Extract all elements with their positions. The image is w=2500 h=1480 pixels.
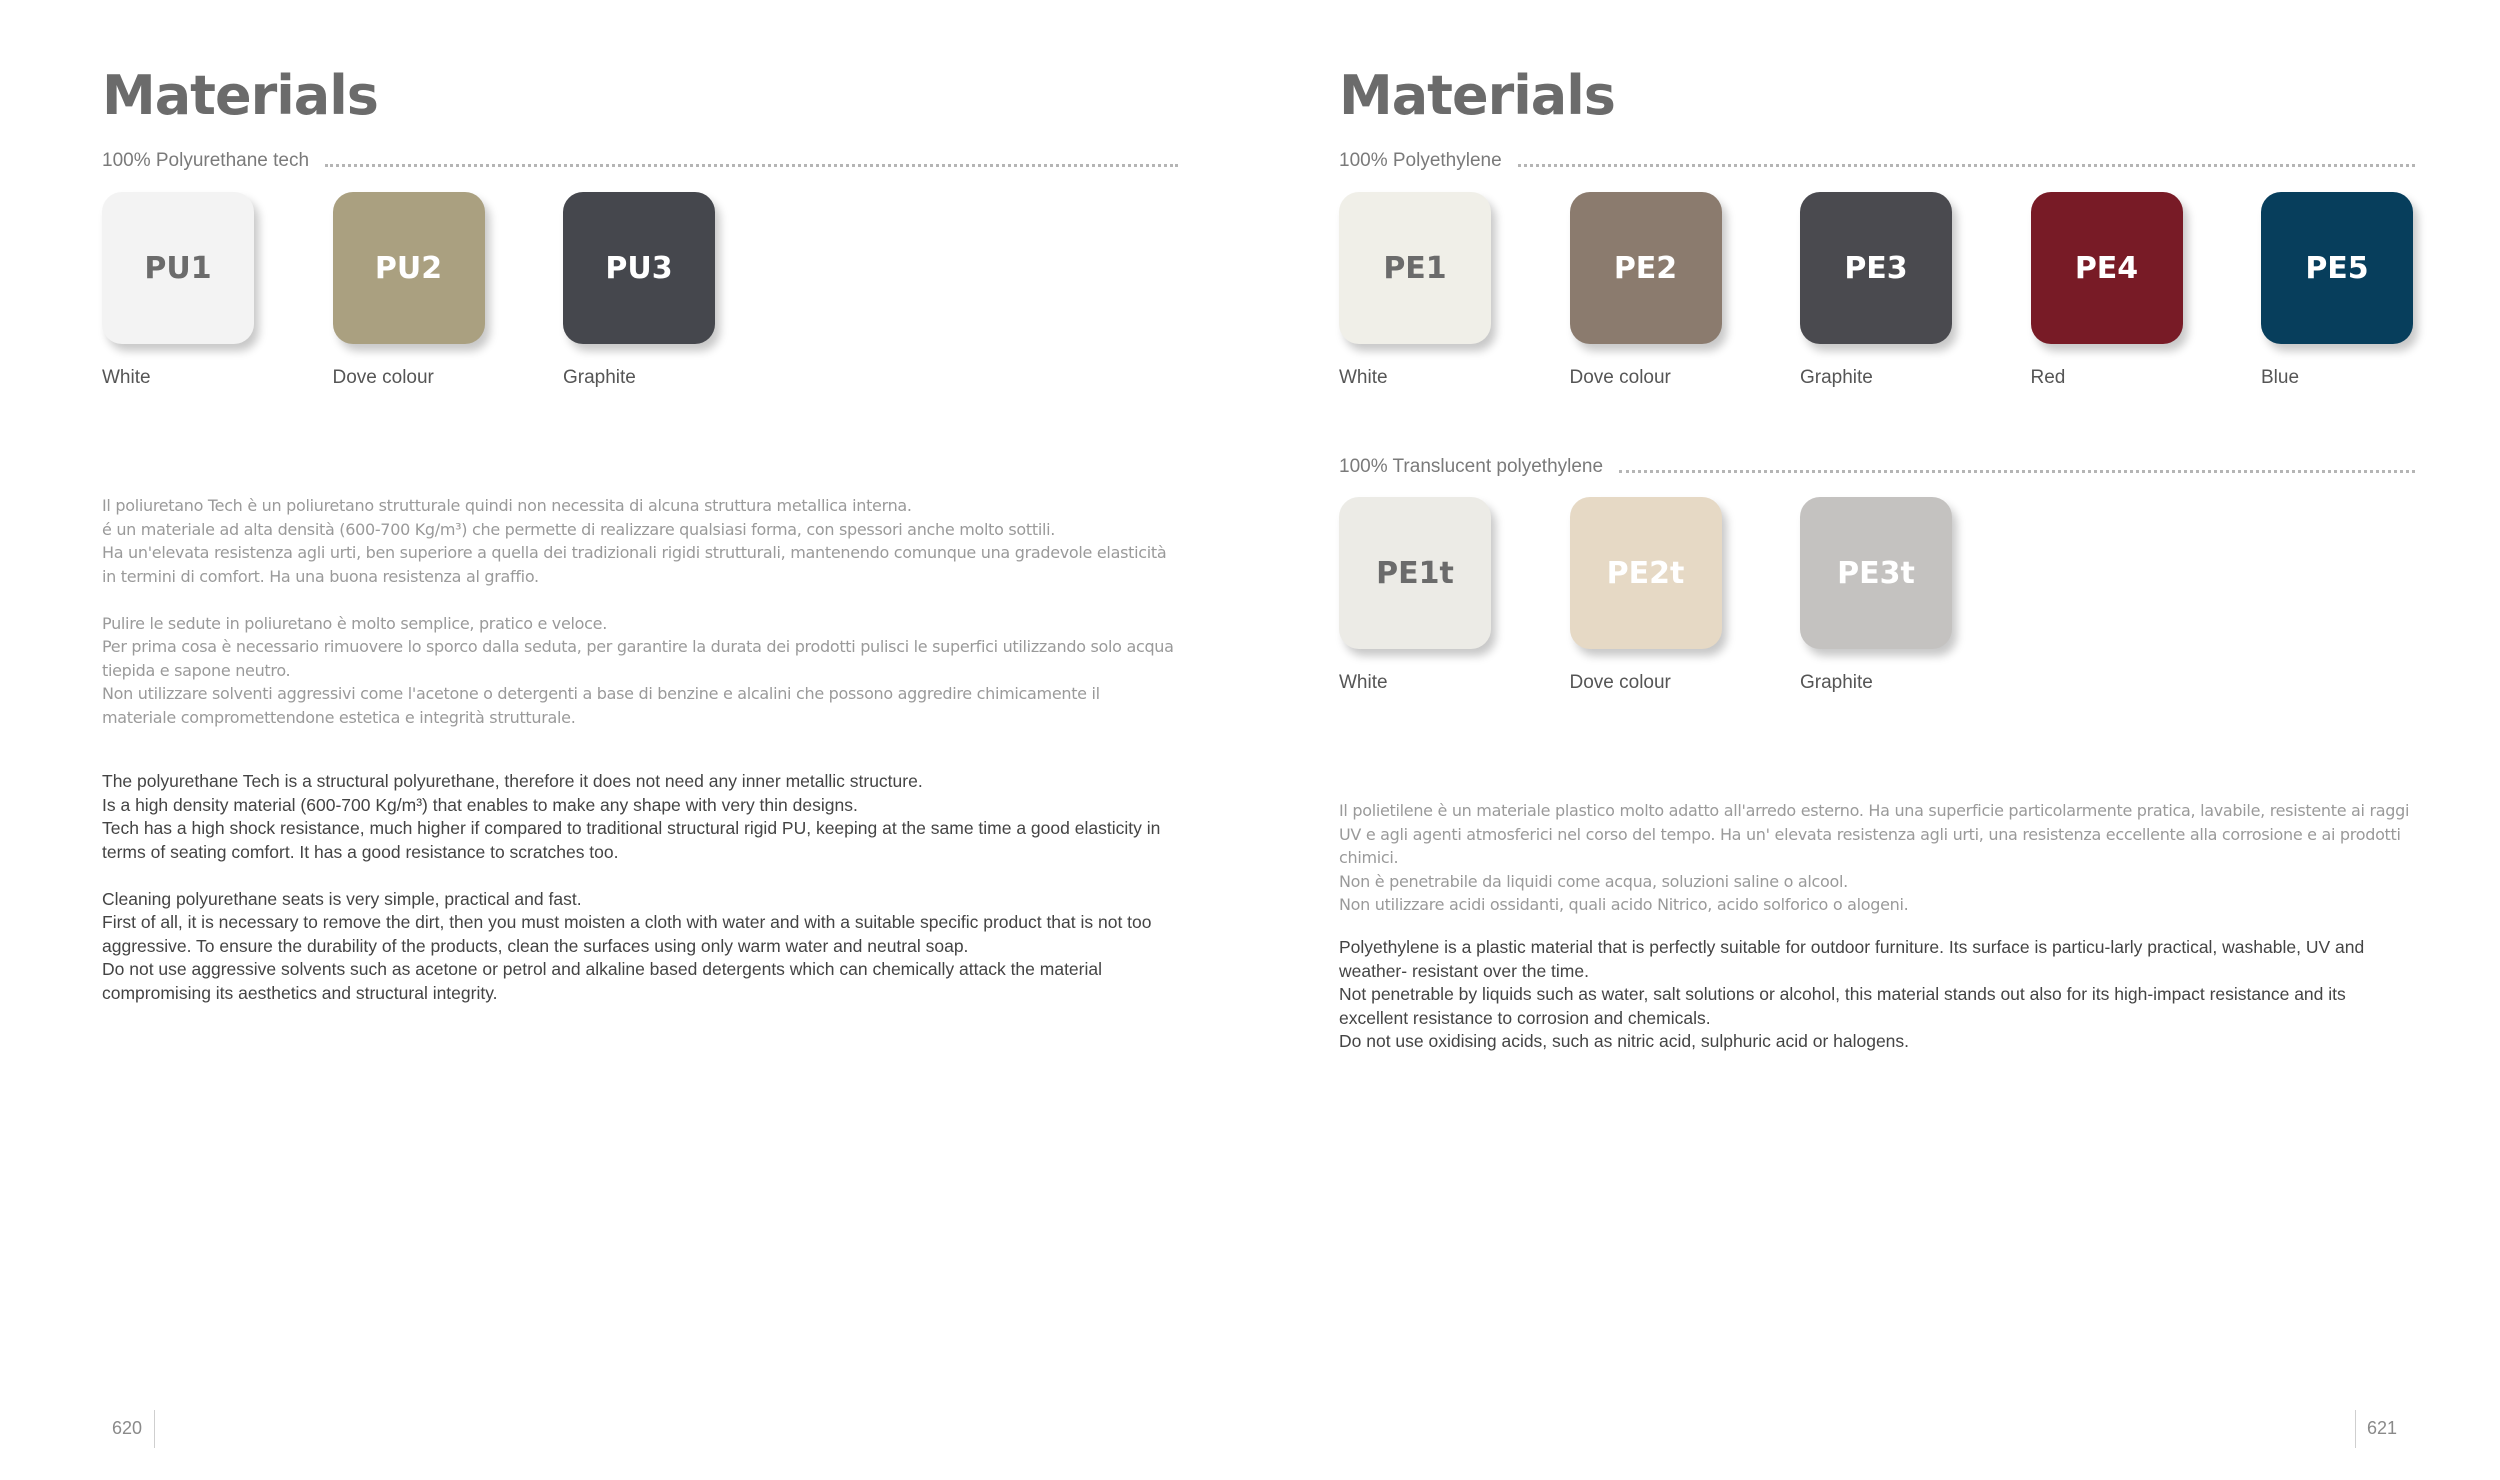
section-label: 100% Polyurethane tech xyxy=(102,150,310,171)
paragraph-line: é un materiale ad alta densità (600-700 Kg/m³) che permette di realizzare qualsiasi forma, con spessori anche molto sottili. xyxy=(102,519,1056,539)
swatch-pe2t xyxy=(1569,497,1730,693)
paragraph-line: Tech has a high shock resistance, much higher if compared to traditional structural rigid PU, keeping at the same time a good elasticity in terms of seating comfort. It has a good resistance to scratches too. xyxy=(102,818,1161,862)
page-number: 621 xyxy=(2367,1418,2398,1438)
section-header-translucent xyxy=(1339,454,2415,480)
dotted-divider xyxy=(325,164,1178,167)
paragraph-line: Per prima cosa è necessario rimuovere lo sporco dalla seduta, per garantire la durata dei prodotti pulisci le superfici utilizzando solo acqua tiepida e sapone neutro. xyxy=(102,637,1174,680)
swatch-name: Dove colour xyxy=(332,367,434,388)
swatch-code: PU2 xyxy=(333,192,485,344)
paragraph-line: Not penetrable by liquids such as water, salt solutions or alcohol, this material stands out also for its high-impact resistance and its excellent resistance to corrosion and chemicals. xyxy=(1339,984,2346,1028)
page-title: Materials xyxy=(1339,64,1615,127)
page-number-divider xyxy=(154,1410,155,1448)
swatch-pe1t xyxy=(1339,497,1499,693)
swatch-name: Graphite xyxy=(563,367,636,388)
swatch-name: Graphite xyxy=(1800,672,1873,693)
english-description xyxy=(102,770,1178,1005)
swatch-code: PE1t xyxy=(1339,497,1491,649)
swatch-name: White xyxy=(1339,672,1388,693)
page-number: 620 xyxy=(112,1418,143,1438)
section-header-polyurethane xyxy=(102,148,1178,174)
swatch-code: PU3 xyxy=(563,192,715,344)
swatch-name: Graphite xyxy=(1800,367,1873,388)
paragraph-line: Do not use oxidising acids, such as nitric acid, sulphuric acid or halogens. xyxy=(1339,1031,1910,1051)
paragraph-line: Il polietilene è un materiale plastico molto adatto all'arredo esterno. Ha una superficie particolarmente pratica, lavabile, resistente ai raggi UV e agli agenti atmosferici nel corso del tempo. Ha un' elevata resistenza agli urti, una resistenza eccellente alla corrosione e ai prodotti chimici. xyxy=(1339,801,2410,867)
left-page xyxy=(102,0,1178,1480)
swatch-pu1 xyxy=(102,192,262,388)
swatch-code: PE2t xyxy=(1570,497,1722,649)
paragraph-line: Pulire le sedute in poliuretano è molto semplice, pratico e veloce. xyxy=(102,613,607,633)
swatch-pe1 xyxy=(1339,192,1499,388)
swatch-name: White xyxy=(1339,367,1388,388)
swatch-name: Red xyxy=(2030,367,2066,388)
swatch-pu3 xyxy=(563,192,723,388)
paragraph-line: Cleaning polyurethane seats is very simple, practical and fast. xyxy=(102,888,582,909)
swatch-pe3t xyxy=(1800,497,1960,693)
page-title: Materials xyxy=(102,64,378,127)
paragraph-line: Polyethylene is a plastic material that is perfectly suitable for outdoor furniture. Its surface is particu-larly practical, washable, UV and weather- resistant over the time. xyxy=(1339,937,2365,981)
swatch-code: PE3 xyxy=(1800,192,1952,344)
swatch-name: White xyxy=(102,367,151,388)
english-description xyxy=(1339,936,2415,1054)
paragraph-line: First of all, it is necessary to remove the dirt, then you must moisten a cloth with water and with a suitable specific product that is not too aggressive. To ensure the durability of the products, clean the surfaces using only warm water and neutral soap. xyxy=(102,912,1152,956)
italian-description xyxy=(102,494,1178,729)
swatch-name: Blue xyxy=(2261,367,2300,388)
swatch-pe5 xyxy=(2261,192,2421,388)
swatch-code: PE1 xyxy=(1339,192,1491,344)
swatch-code: PU1 xyxy=(102,192,254,344)
swatch-name: Dove colour xyxy=(1569,672,1671,693)
section-header-polyethylene xyxy=(1339,148,2415,174)
right-page xyxy=(1339,0,2415,1480)
paragraph-line: Ha un'elevata resistenza agli urti, ben superiore a quella dei tradizionali rigidi strutturali, mantenendo comunque una gradevole elasticità in termini di comfort. Ha una buona resistenza al graffio. xyxy=(102,543,1167,586)
dotted-divider xyxy=(1619,470,2415,473)
paragraph-gap xyxy=(102,588,1178,612)
section-label: 100% Translucent polyethylene xyxy=(1339,456,1604,477)
swatch-pe2 xyxy=(1569,192,1730,388)
section-label: 100% Polyethylene xyxy=(1339,150,1502,171)
swatch-code: PE4 xyxy=(2031,192,2183,344)
page-number-divider xyxy=(2355,1410,2356,1448)
swatch-code: PE5 xyxy=(2261,192,2413,344)
paragraph-line: Non è penetrabile da liquidi come acqua, soluzioni saline o alcool. xyxy=(1339,871,1848,891)
paragraph-line: Do not use aggressive solvents such as acetone or petrol and alkaline based detergents which can chemically attack the material compromising its aesthetics and structural integrity. xyxy=(102,959,1103,1003)
swatch-code: PE3t xyxy=(1800,497,1952,649)
dotted-divider xyxy=(1518,164,2415,167)
swatch-pe3 xyxy=(1800,192,1960,388)
paragraph-line: Is a high density material (600-700 Kg/m³) that enables to make any shape with very thin designs. xyxy=(102,794,858,815)
swatch-pe4 xyxy=(2030,192,2191,388)
swatch-name: Dove colour xyxy=(1569,367,1671,388)
italian-description xyxy=(1339,799,2415,917)
paragraph-line: Il poliuretano Tech è un poliuretano strutturale quindi non necessita di alcuna struttura metallica interna. xyxy=(102,496,912,515)
swatch-pu2 xyxy=(332,192,493,388)
swatch-code: PE2 xyxy=(1570,192,1722,344)
paragraph-line: The polyurethane Tech is a structural polyurethane, therefore it does not need any inner metallic structure. xyxy=(102,771,923,791)
paragraph-line: Non utilizzare solventi aggressivi come l'acetone o detergenti a base di benzine e alcalini che possono aggredire chimicamente il materiale compromettendone estetica e integrità strutturale. xyxy=(102,684,1100,727)
paragraph-gap xyxy=(102,864,1178,888)
paragraph-line: Non utilizzare acidi ossidanti, quali acido Nitrico, acido solforico o alogeni. xyxy=(1339,895,1909,914)
